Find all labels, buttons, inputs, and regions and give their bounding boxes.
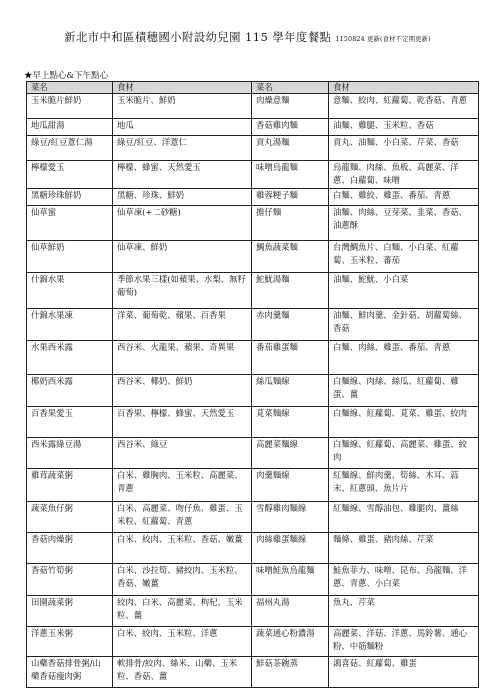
ingredients: 台灣鯛魚片、白麵、小白菜、紅蘿蔔、玉米粒、蕃茄 bbox=[329, 241, 479, 273]
dish-name: 肉羹麵線 bbox=[252, 469, 329, 502]
dish-name: 擔仔麵 bbox=[252, 206, 329, 241]
table-row bbox=[27, 627, 479, 657]
dish-name: 鮀魷湯麵 bbox=[252, 273, 329, 309]
dish-name: 檸檬愛玉 bbox=[27, 161, 113, 189]
ingredients: 鴻喜菇、紅蘿蔔、雞蛋 bbox=[329, 657, 479, 688]
ingredients: 西谷米、椰奶、鮮奶 bbox=[113, 375, 252, 407]
ingredients: 白米、雞胸肉、玉米粒、高麗菜、青蔥 bbox=[113, 469, 252, 502]
table-row bbox=[27, 469, 479, 502]
dish-name: 洋蔥玉米粥 bbox=[27, 627, 113, 657]
dish-name: 黑糖珍珠鮮奶 bbox=[27, 189, 113, 206]
ingredients: 白麵線、紅蘿蔔、高麗菜、雞蛋、絞肉 bbox=[329, 438, 479, 469]
dish-name: 番茄雞蛋麵 bbox=[252, 341, 329, 375]
dish-name: 香菇雞肉麵 bbox=[252, 119, 329, 136]
dish-name: 什錦水果 bbox=[27, 273, 113, 309]
table-row bbox=[27, 119, 479, 136]
table-row bbox=[27, 407, 479, 438]
ingredients: 白米、絞肉、玉米粒、香菇、嫩薑 bbox=[113, 533, 252, 564]
table-row bbox=[27, 189, 479, 206]
dish-name: 味噌烏龍麵 bbox=[252, 161, 329, 189]
ingredients: 地瓜 bbox=[113, 119, 252, 136]
dish-name: 蔬菜魚仔粥 bbox=[27, 502, 113, 533]
dish-name: 絲瓜麵線 bbox=[252, 375, 329, 407]
ingredients: 絞肉、白米、高麗菜、枸杞、玉米粒、薑 bbox=[113, 596, 252, 627]
ingredients: 西谷米、火龍果、蘋果、奇異果 bbox=[113, 341, 252, 375]
table-row bbox=[27, 375, 479, 407]
ingredients: 白米、高麗菜、吻仔魚、雞蛋、玉米粒、紅蘿蔔、青蔥 bbox=[113, 502, 252, 533]
ingredients: 油麵、肉絲、豆芽菜、韭菜、香菇、油蔥酥 bbox=[329, 206, 479, 241]
table-row bbox=[27, 94, 479, 119]
column-header-ingredients-2: 食材 bbox=[329, 82, 479, 94]
ingredients: 紅麵線、雪醇油包、雞腿肉、薑絲 bbox=[329, 502, 479, 533]
ingredients: 黑糖、珍珠、鮮奶 bbox=[113, 189, 252, 206]
table-row bbox=[27, 438, 479, 469]
ingredients: 貢丸、油麵、小白菜、芹菜、香菇 bbox=[329, 136, 479, 161]
dish-name: 貢丸湯麵 bbox=[252, 136, 329, 161]
ingredients: 白麵線、肉絲、絲瓜、紅蘿蔔、雞蛋、薑 bbox=[329, 375, 479, 407]
table-row bbox=[27, 533, 479, 564]
ingredients: 鮭魚菲力、味噌、昆布、烏龍麵、洋蔥、青蔥、小白菜 bbox=[329, 564, 479, 596]
ingredients: 油麵、鮮肉羹、金針菇、胡蘿蔔絲、香菇 bbox=[329, 309, 479, 341]
ingredients: 白米、絞肉、玉米粒、洋蔥 bbox=[113, 627, 252, 657]
dish-name: 蔬菜通心粉濃湯 bbox=[252, 627, 329, 657]
dish-name: 什錦水果凍 bbox=[27, 309, 113, 341]
table-row bbox=[27, 136, 479, 161]
ingredients: 白麵、雞絞、雞蛋、番茄、青蔥 bbox=[329, 189, 479, 206]
dish-name: 仙草蜜 bbox=[27, 206, 113, 241]
dish-name: 莧菜麵線 bbox=[252, 407, 329, 438]
table-row bbox=[27, 564, 479, 596]
column-header-dish-1: 菜名 bbox=[27, 82, 113, 94]
dish-name: 雞茸蔬菜粥 bbox=[27, 469, 113, 502]
ingredients: 綠豆/紅豆、洋薏仁 bbox=[113, 136, 252, 161]
section-title: ★早上點心&下午點心 bbox=[24, 71, 109, 81]
dish-name: 山藥香菇排骨粥/山藥香菇瘦肉粥 bbox=[27, 657, 113, 688]
dish-name: 福州丸湯 bbox=[252, 596, 329, 627]
ingredients: 洋菜、葡萄乾、蘋果、百香果 bbox=[113, 309, 252, 341]
dish-name: 高麗菜麵線 bbox=[252, 438, 329, 469]
dish-name: 香菇竹筍粥 bbox=[27, 564, 113, 596]
ingredients: 油麵、雞腿、玉米粒、香菇 bbox=[329, 119, 479, 136]
dish-name: 赤肉羹麵 bbox=[252, 309, 329, 341]
page-title: 新北市中和區積穗國小附設幼兒園 115 學年度餐點 bbox=[64, 31, 332, 44]
ingredients: 百香果、檸檬、蜂蜜、天然愛玉 bbox=[113, 407, 252, 438]
ingredients: 高麗菜、洋菇、洋蔥、馬鈴薯、通心粉、中筋麵粉 bbox=[329, 627, 479, 657]
ingredients: 西谷米、綠豆 bbox=[113, 438, 252, 469]
menu-table bbox=[26, 81, 479, 688]
column-header-ingredients-1: 食材 bbox=[113, 82, 252, 94]
dish-name: 肉燥意麵 bbox=[252, 94, 329, 119]
dish-name: 香菇肉燥粥 bbox=[27, 533, 113, 564]
dish-name: 鮮菇茶碗蒸 bbox=[252, 657, 329, 688]
dish-name: 鯛魚蔬菜麵 bbox=[252, 241, 329, 273]
ingredients: 意麵、絞肉、紅蘿蔔、乾香菇、青蔥 bbox=[329, 94, 479, 119]
dish-name: 田園蔬菜粥 bbox=[27, 596, 113, 627]
update-note: 1150824 更新(食材不定期更新) bbox=[335, 36, 431, 43]
page-header bbox=[0, 29, 495, 47]
dish-name: 肉絲雞蛋麵線 bbox=[252, 533, 329, 564]
table-header-row bbox=[27, 82, 479, 94]
ingredients: 白麵、肉絲、雞蛋、番茄、青蔥 bbox=[329, 341, 479, 375]
table-row bbox=[27, 502, 479, 533]
ingredients: 仙草凍、鮮奶 bbox=[113, 241, 252, 273]
ingredients: 軟排骨/絞肉、絲米、山藥、玉米粒、香菇、薑 bbox=[113, 657, 252, 688]
dish-name: 味噌鮭魚烏龍麵 bbox=[252, 564, 329, 596]
menu-table-body bbox=[27, 94, 479, 688]
column-header-dish-2: 菜名 bbox=[252, 82, 329, 94]
table-row bbox=[27, 241, 479, 273]
ingredients: 烏龍麵、肉絲、魚板、高麗菜、洋蔥、白蘿蔔、味噌 bbox=[329, 161, 479, 189]
ingredients: 油麵、鮀魷、小白菜 bbox=[329, 273, 479, 309]
dish-name: 雪醇雞肉麵線 bbox=[252, 502, 329, 533]
dish-name: 玉米脆片鮮奶 bbox=[27, 94, 113, 119]
table-row bbox=[27, 596, 479, 627]
table-row bbox=[27, 657, 479, 688]
dish-name: 雞蓉粳子麵 bbox=[252, 189, 329, 206]
table-row bbox=[27, 161, 479, 189]
ingredients: 麵條、雞蛋、豬肉絲、芹菜 bbox=[329, 533, 479, 564]
ingredients: 玉米脆片、鮮奶 bbox=[113, 94, 252, 119]
ingredients: 白麵線、紅蘿蔔、莧菜、雞蛋、絞肉 bbox=[329, 407, 479, 438]
table-row bbox=[27, 273, 479, 309]
dish-name: 仙草鮮奶 bbox=[27, 241, 113, 273]
dish-name: 綠豆/紅豆薏仁湯 bbox=[27, 136, 113, 161]
dish-name: 水果西米露 bbox=[27, 341, 113, 375]
ingredients: 檸檬、蜂蜜、天然愛玉 bbox=[113, 161, 252, 189]
ingredients: 季節水果三樣(如蘋果、水梨、無籽葡萄) bbox=[113, 273, 252, 309]
table-row bbox=[27, 309, 479, 341]
ingredients: 仙草凍(+二砂糖) bbox=[113, 206, 252, 241]
table-row bbox=[27, 341, 479, 375]
ingredients: 紅麵線、鮮肉羹、筍絲、木耳、蒜末、紅蔥頭、魚片片 bbox=[329, 469, 479, 502]
dish-name: 椰奶西米露 bbox=[27, 375, 113, 407]
ingredients: 魚丸、芹菜 bbox=[329, 596, 479, 627]
ingredients: 白米、沙拉筍、豬絞肉、玉米粒、香菇、嫩薑 bbox=[113, 564, 252, 596]
dish-name: 地瓜甜湯 bbox=[27, 119, 113, 136]
dish-name: 百香果愛玉 bbox=[27, 407, 113, 438]
dish-name: 西米露綠豆湯 bbox=[27, 438, 113, 469]
table-row bbox=[27, 206, 479, 241]
